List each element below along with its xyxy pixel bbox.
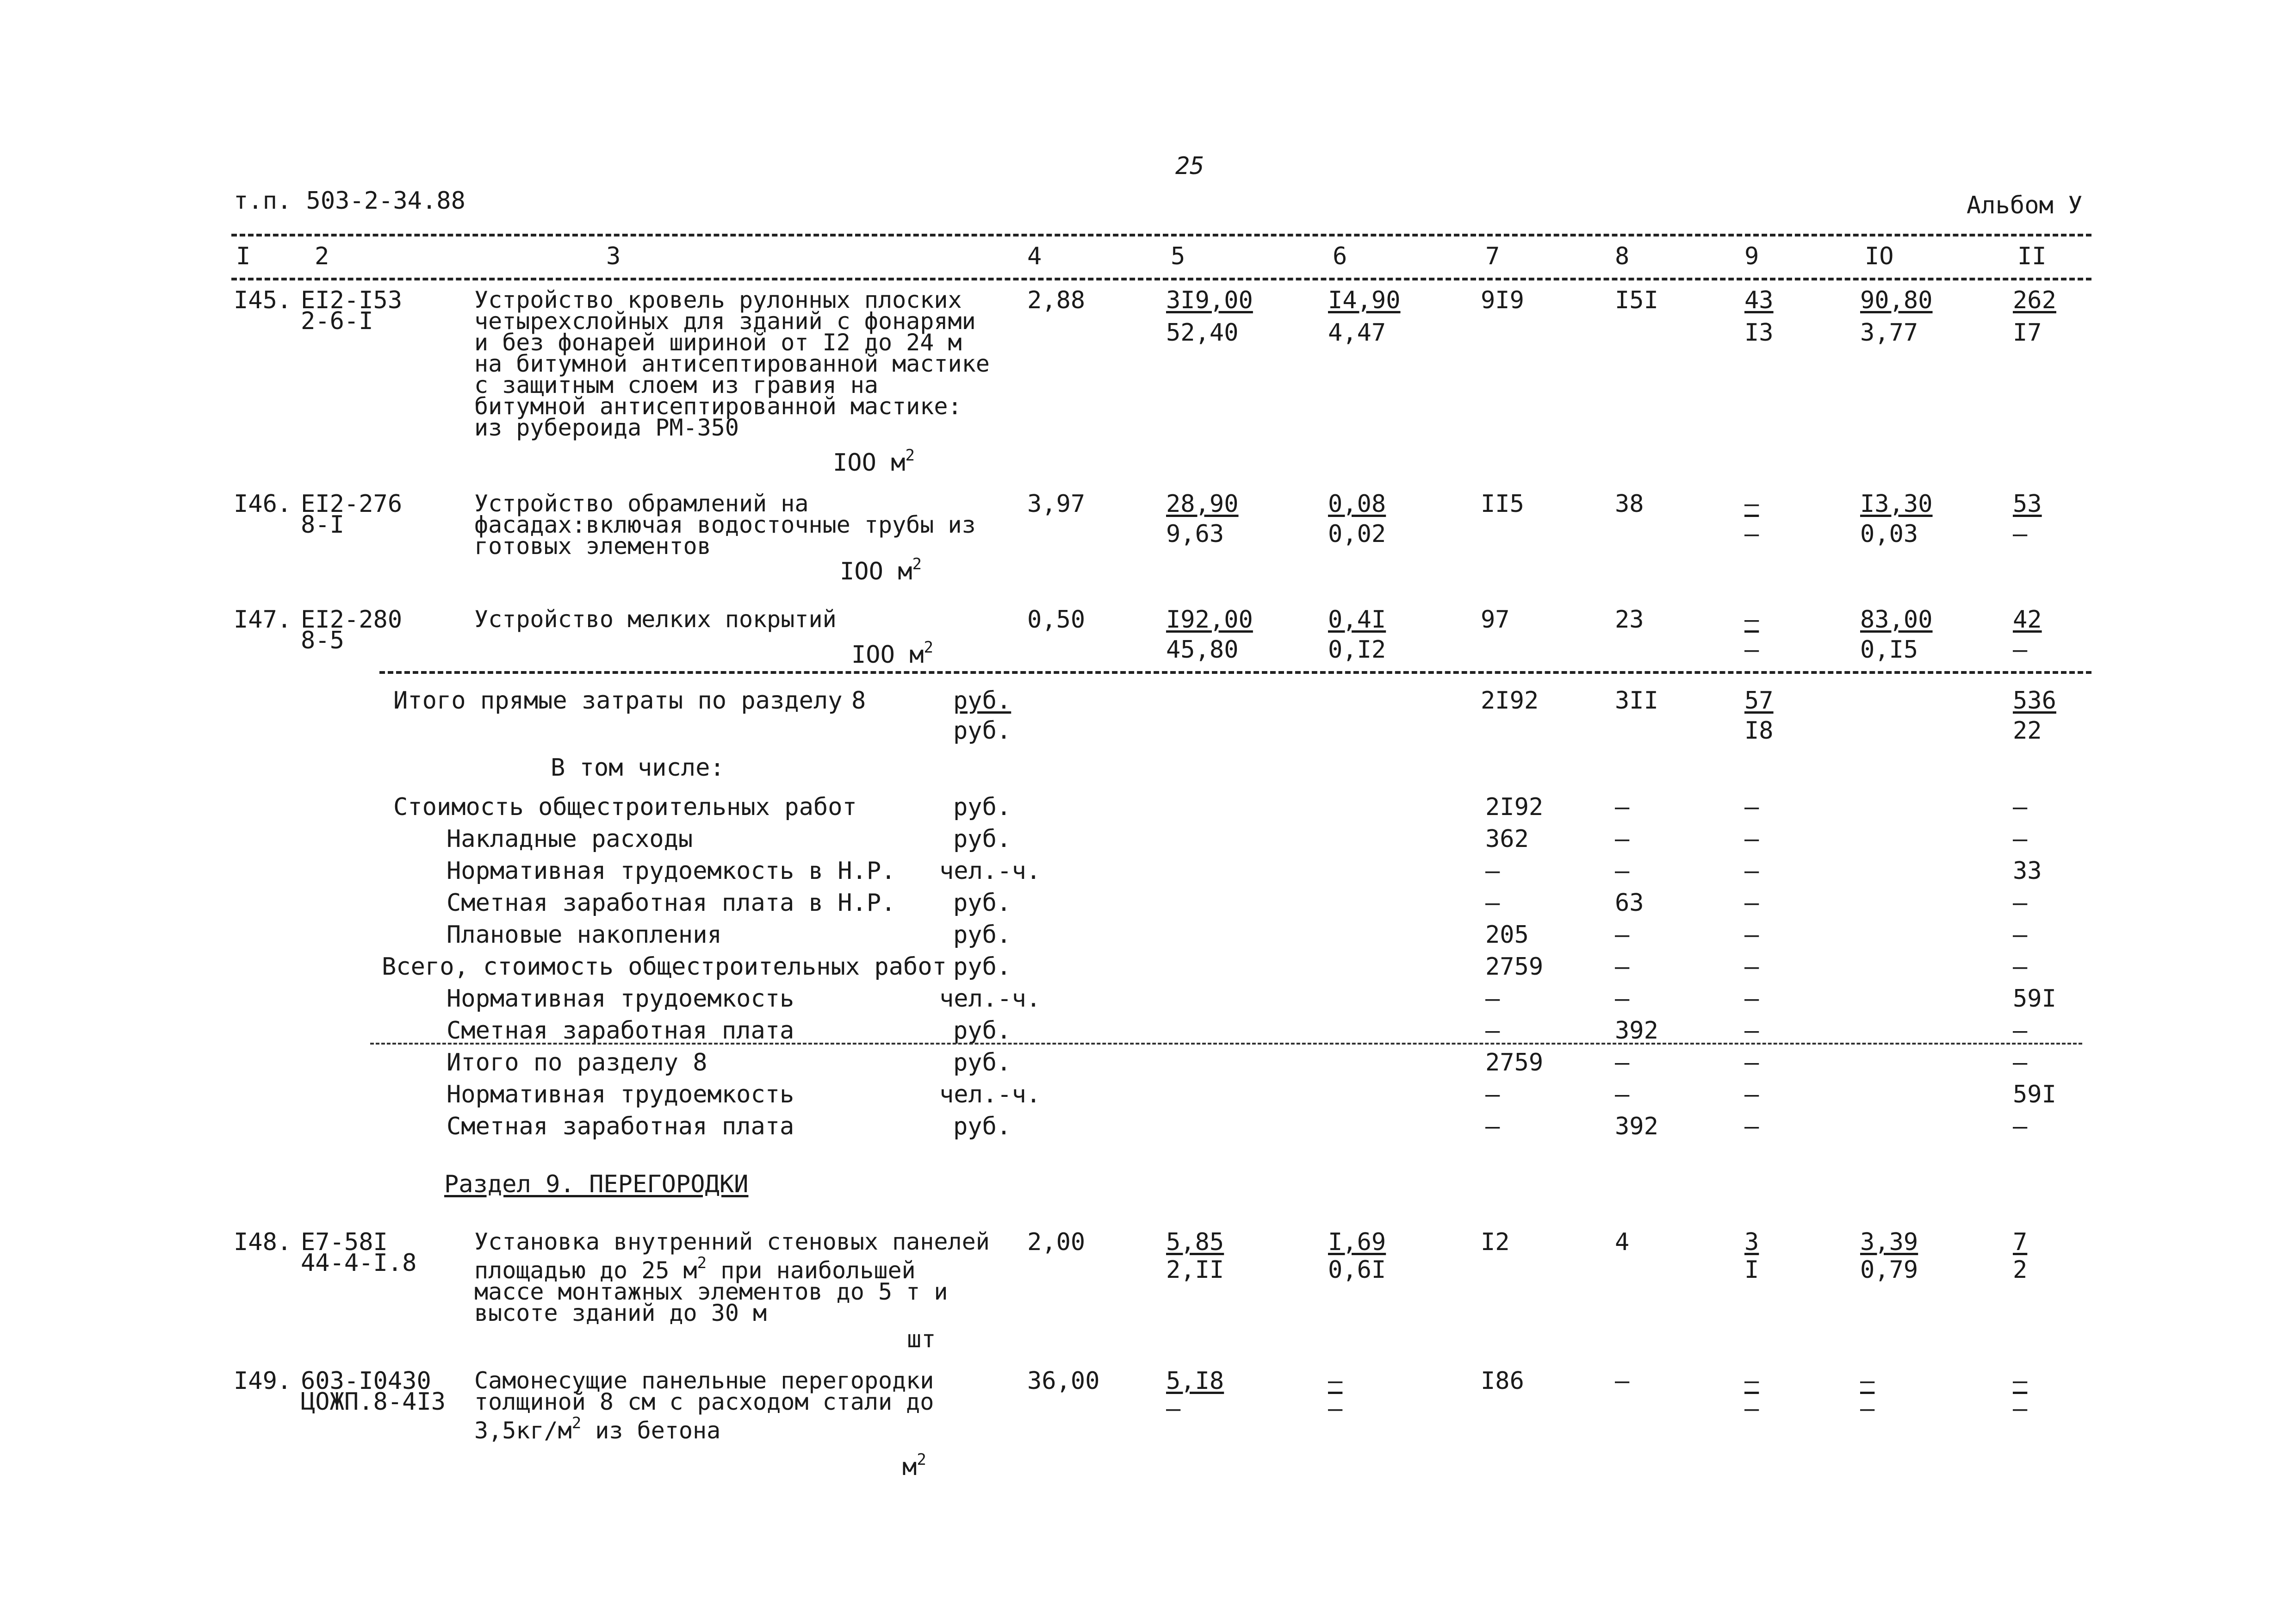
row-total-cost: 9I9	[1481, 286, 1524, 314]
row-unit: IOO $м^2$	[833, 446, 915, 477]
breakdown-unit: чел.-ч.	[939, 985, 1041, 1013]
breakdown-labor: –	[2013, 921, 2028, 949]
breakdown-cost: –	[1485, 1017, 1500, 1045]
row-unit: шт	[907, 1325, 936, 1353]
section-total-cost: 2I92	[1481, 687, 1539, 715]
row-labor-unit-machine: 3,77	[1860, 319, 1918, 347]
row-description: Установка внутренний стеновых панелей площадью до 25 $м^2$ при наибольшей массе монтажных элементов до 5 т и высоте зданий до 30 м	[474, 1228, 990, 1326]
row-unit-wage: 9,63	[1166, 520, 1224, 548]
breakdown-labor: 59I	[2013, 985, 2056, 1013]
breakdown-labor: 59I	[2013, 1081, 2056, 1108]
row-description: Устройство мелких покрытий	[474, 606, 837, 633]
breakdown-cost: 205	[1485, 921, 1529, 949]
row-labor-unit: I3,30	[1860, 490, 1933, 518]
section-total-labor-machine: 22	[2013, 717, 2042, 745]
breakdown-wage: 63	[1615, 889, 1644, 917]
row-labor-unit-machine: –	[1860, 1395, 1875, 1423]
row-code-sub: 2-6-I	[301, 307, 373, 335]
including-label: В том числе:	[551, 754, 725, 782]
row-code: EI2-276	[301, 490, 403, 518]
row-number: I45.	[234, 286, 292, 314]
row-description: Самонесущие панельные перегородки толщиной 8 см с расходом стали до $3,5кг/м^2$ из бетона	[474, 1367, 934, 1444]
col-header-9: 9	[1744, 243, 1759, 270]
row-total-machine-wage: I3	[1744, 319, 1774, 347]
section-total-label: Итого прямые затраты по разделу	[393, 687, 843, 715]
breakdown-labor: –	[2013, 793, 2028, 821]
breakdown-machine: –	[1744, 1049, 1759, 1076]
row-total-wage: 4	[1615, 1228, 1630, 1256]
breakdown-label: Накладные расходы	[447, 825, 693, 853]
breakdown-unit: руб.	[953, 921, 1011, 949]
row-labor-unit: 83,00	[1860, 606, 1933, 634]
row-labor-total: 262	[2013, 286, 2056, 314]
breakdown-wage: –	[1615, 985, 1630, 1013]
breakdown-wage: –	[1615, 1049, 1630, 1076]
page-number: 25	[1175, 152, 1204, 180]
breakdown-unit: чел.-ч.	[939, 857, 1041, 885]
row-quantity: 36,00	[1027, 1367, 1100, 1395]
row-quantity: 2,00	[1027, 1228, 1086, 1256]
row-unit-wage: 45,80	[1166, 636, 1239, 664]
row-labor-unit-machine: 0,79	[1860, 1256, 1918, 1284]
row-labor-unit: 90,80	[1860, 286, 1933, 314]
breakdown-unit: руб.	[953, 1049, 1011, 1076]
row-labor-unit-machine: 0,I5	[1860, 636, 1918, 664]
row-quantity: 0,50	[1027, 606, 1086, 634]
row-machine-cost: I,69	[1328, 1228, 1386, 1256]
row-labor-total: 7	[2013, 1228, 2028, 1256]
row-quantity: 2,88	[1027, 286, 1086, 314]
breakdown-unit: руб.	[953, 1113, 1011, 1140]
row-machine-wage: 4,47	[1328, 319, 1386, 347]
album-label: Альбом У	[1967, 192, 2083, 219]
breakdown-cost: –	[1485, 1081, 1500, 1108]
row-code: EI2-280	[301, 606, 403, 634]
col-header-8: 8	[1615, 243, 1630, 270]
breakdown-cost: 362	[1485, 825, 1529, 853]
section-total-unit: руб.	[953, 687, 1011, 715]
row-code-sub: 8-I	[301, 511, 344, 539]
breakdown-cost: 2I92	[1485, 793, 1544, 821]
row-total-wage: I5I	[1615, 286, 1658, 314]
row-machine-wage: –	[1328, 1395, 1343, 1423]
breakdown-machine: –	[1744, 825, 1759, 853]
row-total-machine: 3	[1744, 1228, 1759, 1256]
row-labor-total: 42	[2013, 606, 2042, 634]
breakdown-machine: –	[1744, 1081, 1759, 1108]
breakdown-label: Всего, стоимость общестроительных работ	[382, 953, 947, 981]
row-number: I48.	[234, 1228, 292, 1256]
row-total-wage: 38	[1615, 490, 1644, 518]
row-total-machine: –	[1744, 490, 1759, 518]
breakdown-labor: –	[2013, 889, 2028, 917]
breakdown-machine: –	[1744, 921, 1759, 949]
breakdown-unit: руб.	[953, 889, 1011, 917]
breakdown-cost: –	[1485, 889, 1500, 917]
header-rule	[231, 278, 2091, 280]
row-unit-cost: 5,85	[1166, 1228, 1224, 1256]
breakdown-labor: –	[2013, 1017, 2028, 1045]
row-total-machine-wage: –	[1744, 1395, 1759, 1423]
row-labor-total-machine: –	[2013, 1395, 2028, 1423]
breakdown-machine: –	[1744, 889, 1759, 917]
row-labor-total-machine: 2	[2013, 1256, 2028, 1284]
breakdown-unit: чел.-ч.	[939, 1081, 1041, 1108]
row-number: I49.	[234, 1367, 292, 1395]
col-header-2: 2	[315, 243, 329, 270]
row-total-machine-wage: –	[1744, 520, 1759, 548]
breakdown-cost: 2759	[1485, 1049, 1544, 1076]
row-code: E7-58I	[301, 1228, 388, 1256]
row-total-cost: I86	[1481, 1367, 1524, 1395]
row-labor-unit: 3,39	[1860, 1228, 1918, 1256]
row-machine-wage: 0,02	[1328, 520, 1386, 548]
breakdown-wage: 392	[1615, 1113, 1658, 1140]
breakdown-wage: –	[1615, 953, 1630, 981]
breakdown-labor: –	[2013, 953, 2028, 981]
breakdown-wage: 392	[1615, 1017, 1658, 1045]
col-header-1: I	[236, 243, 251, 270]
row-total-machine-wage: I	[1744, 1256, 1759, 1284]
breakdown-labor: –	[2013, 825, 2028, 853]
row-description: Устройство обрамлений на фасадах:включая водосточные трубы из готовых элементов	[474, 490, 976, 560]
row-description: Устройство кровель рулонных плоских четырехслойных для зданий с фонарями и без фонарей шириной от I2 до 24 м на битумной антисептированной мастике с защитным слоем из гравия на битумной антисептированной мастике: из рубероида РМ-350	[474, 286, 990, 441]
row-total-machine: –	[1744, 1367, 1759, 1395]
row-machine-cost: I4,90	[1328, 286, 1401, 314]
row-labor-unit: –	[1860, 1367, 1875, 1395]
breakdown-machine: –	[1744, 953, 1759, 981]
row-code-sub: 8-5	[301, 627, 344, 654]
col-header-10: IO	[1865, 243, 1894, 270]
row-machine-cost: –	[1328, 1367, 1343, 1395]
breakdown-label: Нормативная трудоемкость	[447, 985, 794, 1013]
row-total-wage: 23	[1615, 606, 1644, 634]
breakdown-machine: –	[1744, 1113, 1759, 1140]
section-total-machine: 57	[1744, 687, 1774, 715]
breakdown-label: Итого по разделу 8	[447, 1049, 707, 1076]
top-rule	[231, 234, 2091, 236]
row-total-cost: II5	[1481, 490, 1524, 518]
breakdown-labor: 33	[2013, 857, 2042, 885]
row-unit: $м^2$	[902, 1450, 926, 1481]
section-heading: Раздел 9. ПЕРЕГОРОДКИ	[444, 1170, 749, 1198]
row-unit-cost: 3I9,00	[1166, 286, 1253, 314]
breakdown-machine: –	[1744, 857, 1759, 885]
row-machine-wage: 0,I2	[1328, 636, 1386, 664]
breakdown-label: Плановые накопления	[447, 921, 722, 949]
section-total-unit-2: руб.	[953, 717, 1011, 745]
row-total-cost: 97	[1481, 606, 1510, 634]
breakdown-labor: –	[2013, 1113, 2028, 1140]
breakdown-label: Нормативная трудоемкость	[447, 1081, 794, 1108]
breakdown-unit: руб.	[953, 1017, 1011, 1045]
row-total-wage: –	[1615, 1367, 1630, 1395]
row-machine-cost: 0,08	[1328, 490, 1386, 518]
col-header-6: 6	[1333, 243, 1347, 270]
row-unit-wage: 52,40	[1166, 319, 1239, 347]
row-quantity: 3,97	[1027, 490, 1086, 518]
row-labor-total: –	[2013, 1367, 2028, 1395]
row-unit: IOO $м^2$	[851, 638, 934, 669]
row-unit: IOO $м^2$	[840, 555, 922, 585]
breakdown-label: Сметная заработная плата	[447, 1017, 794, 1045]
breakdown-label: Сметная заработная плата в Н.Р.	[447, 889, 896, 917]
row-total-machine-wage: –	[1744, 636, 1759, 664]
col-header-7: 7	[1485, 243, 1500, 270]
breakdown-unit: руб.	[953, 825, 1011, 853]
section-total-machine-wage: I8	[1744, 717, 1774, 745]
section-rule	[379, 671, 2091, 674]
row-machine-wage: 0,6I	[1328, 1256, 1386, 1284]
breakdown-cost: 2759	[1485, 953, 1544, 981]
breakdown-labor: –	[2013, 1049, 2028, 1076]
row-number: I47.	[234, 606, 292, 634]
row-code: EI2-I53	[301, 286, 403, 314]
breakdown-machine: –	[1744, 1017, 1759, 1045]
section-total-wage: 3II	[1615, 687, 1658, 715]
row-code-sub: ЦОЖП.8-4I3	[301, 1388, 446, 1416]
row-labor-total-machine: –	[2013, 636, 2028, 664]
breakdown-cost: –	[1485, 985, 1500, 1013]
row-machine-cost: 0,4I	[1328, 606, 1386, 634]
subtotal-rule	[370, 1043, 2082, 1045]
breakdown-label: Сметная заработная плата	[447, 1113, 794, 1140]
row-unit-wage: –	[1166, 1395, 1181, 1423]
breakdown-cost: –	[1485, 1113, 1500, 1140]
row-code: 603-I0430	[301, 1367, 431, 1395]
row-labor-unit-machine: 0,03	[1860, 520, 1918, 548]
row-unit-cost: I92,00	[1166, 606, 1253, 634]
section-total-labor: 536	[2013, 687, 2056, 715]
row-labor-total-machine: I7	[2013, 319, 2042, 347]
breakdown-label: Стоимость общестроительных работ	[393, 793, 857, 821]
breakdown-unit: руб.	[953, 793, 1011, 821]
col-header-4: 4	[1027, 243, 1042, 270]
section-total-number: 8	[851, 687, 866, 715]
row-total-machine: 43	[1744, 286, 1774, 314]
row-number: I46.	[234, 490, 292, 518]
col-header-3: 3	[606, 243, 621, 270]
row-code-sub: 44-4-I.8	[301, 1249, 417, 1277]
row-total-cost: I2	[1481, 1228, 1510, 1256]
row-unit-wage: 2,II	[1166, 1256, 1224, 1284]
row-unit-cost: 28,90	[1166, 490, 1239, 518]
breakdown-cost: –	[1485, 857, 1500, 885]
row-labor-total: 53	[2013, 490, 2042, 518]
breakdown-unit: руб.	[953, 953, 1011, 981]
breakdown-label: Нормативная трудоемкость в Н.Р.	[447, 857, 896, 885]
row-labor-total-machine: –	[2013, 520, 2028, 548]
row-total-machine: –	[1744, 606, 1759, 634]
breakdown-machine: –	[1744, 985, 1759, 1013]
breakdown-wage: –	[1615, 825, 1630, 853]
breakdown-machine: –	[1744, 793, 1759, 821]
doc-code: т.п. 503-2-34.88	[234, 187, 465, 215]
col-header-11: II	[2017, 243, 2047, 270]
breakdown-wage: –	[1615, 921, 1630, 949]
breakdown-wage: –	[1615, 1081, 1630, 1108]
breakdown-wage: –	[1615, 857, 1630, 885]
row-unit-cost: 5,I8	[1166, 1367, 1224, 1395]
col-header-5: 5	[1171, 243, 1185, 270]
breakdown-wage: –	[1615, 793, 1630, 821]
